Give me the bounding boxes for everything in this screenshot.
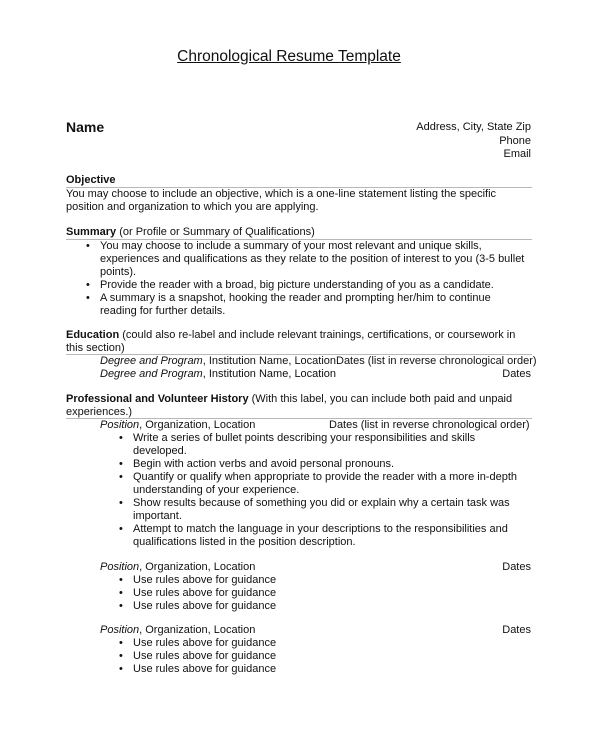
education-dates: Dates (list in reverse chronological order)	[336, 355, 537, 367]
job-bullet: • Use rules above for guidance	[119, 637, 277, 649]
bullet-icon: •	[119, 663, 123, 675]
objective-heading: Objective	[66, 174, 116, 186]
job-title-line: Position, Organization, Location	[100, 561, 256, 573]
bullet-icon: •	[119, 637, 123, 649]
job-bullet: • Write a series of bullet points describing your responsibilities and skills developed.	[119, 432, 476, 457]
job-dates: Dates	[502, 561, 531, 573]
job-bullet: • Quantify or qualify when appropriate to provide the reader with a more in-depth understanding of your experience.	[119, 471, 517, 496]
education-heading-cont: this section)	[66, 342, 125, 354]
bullet-icon: •	[119, 458, 123, 470]
bullet-icon: •	[119, 471, 123, 483]
bullet-icon: •	[86, 292, 90, 304]
summary-bullet: • Provide the reader with a broad, big picture understanding of you as a candidate.	[86, 279, 494, 291]
candidate-name: Name	[66, 119, 105, 135]
job-dates: Dates	[502, 624, 531, 636]
bullet-icon: •	[119, 497, 123, 509]
contact-email: Email	[503, 148, 531, 160]
objective-line: position and organization to which you are applying.	[66, 201, 319, 213]
bullet-icon: •	[86, 279, 90, 291]
bullet-icon: •	[119, 523, 123, 535]
job-bullet: • Use rules above for guidance	[119, 574, 277, 586]
contact-address: Address, City, State Zip	[416, 121, 531, 133]
education-dates: Dates	[502, 368, 531, 380]
summary-bullet: • You may choose to include a summary of your most relevant and unique skills, experiences and qualifications as they relate to the position of interest to you (3-5 bullet points).	[86, 240, 525, 278]
experience-heading: Professional and Volunteer History (With this label, you can include both paid and unpaid	[66, 393, 513, 405]
job-bullet: • Use rules above for guidance	[119, 663, 277, 675]
education-entry: Degree and Program, Institution Name, Location	[100, 368, 337, 380]
job-bullet: • Begin with action verbs and avoid personal pronouns.	[119, 458, 395, 470]
bullet-icon: •	[119, 600, 123, 612]
bullet-icon: •	[119, 587, 123, 599]
job-title-line: Position, Organization, Location	[100, 419, 256, 431]
education-entry: Degree and Program, Institution Name, Location	[100, 355, 337, 367]
job-bullet: • Use rules above for guidance	[119, 587, 277, 599]
job-bullet: • Use rules above for guidance	[119, 600, 277, 612]
summary-heading: Summary (or Profile or Summary of Qualifications)	[66, 226, 315, 238]
contact-block	[416, 121, 531, 162]
job-bullet: • Attempt to match the language in your descriptions to the responsibilities and qualifications listed in the position description.	[119, 523, 508, 548]
document-title: Chronological Resume Template	[177, 48, 401, 65]
summary-bullet: • A summary is a snapshot, hooking the reader and prompting her/him to continue reading for further details.	[86, 292, 491, 317]
bullet-icon: •	[119, 432, 123, 444]
objective-line: You may choose to include an objective, which is a one-line statement listing the specific	[66, 188, 497, 200]
education-heading: Education (could also re-label and include relevant trainings, certifications, or coursework in	[66, 329, 516, 341]
experience-heading-cont: experiences.)	[66, 406, 133, 418]
contact-phone: Phone	[499, 134, 531, 147]
bullet-icon: •	[86, 240, 90, 252]
bullet-icon: •	[119, 650, 123, 662]
job-dates: Dates (list in reverse chronological order)	[329, 419, 530, 431]
job-title-line: Position, Organization, Location	[100, 624, 256, 636]
job-bullet: • Show results because of something you did or explain why a certain task was important.	[119, 497, 510, 522]
job-bullet: • Use rules above for guidance	[119, 650, 277, 662]
bullet-icon: •	[119, 574, 123, 586]
